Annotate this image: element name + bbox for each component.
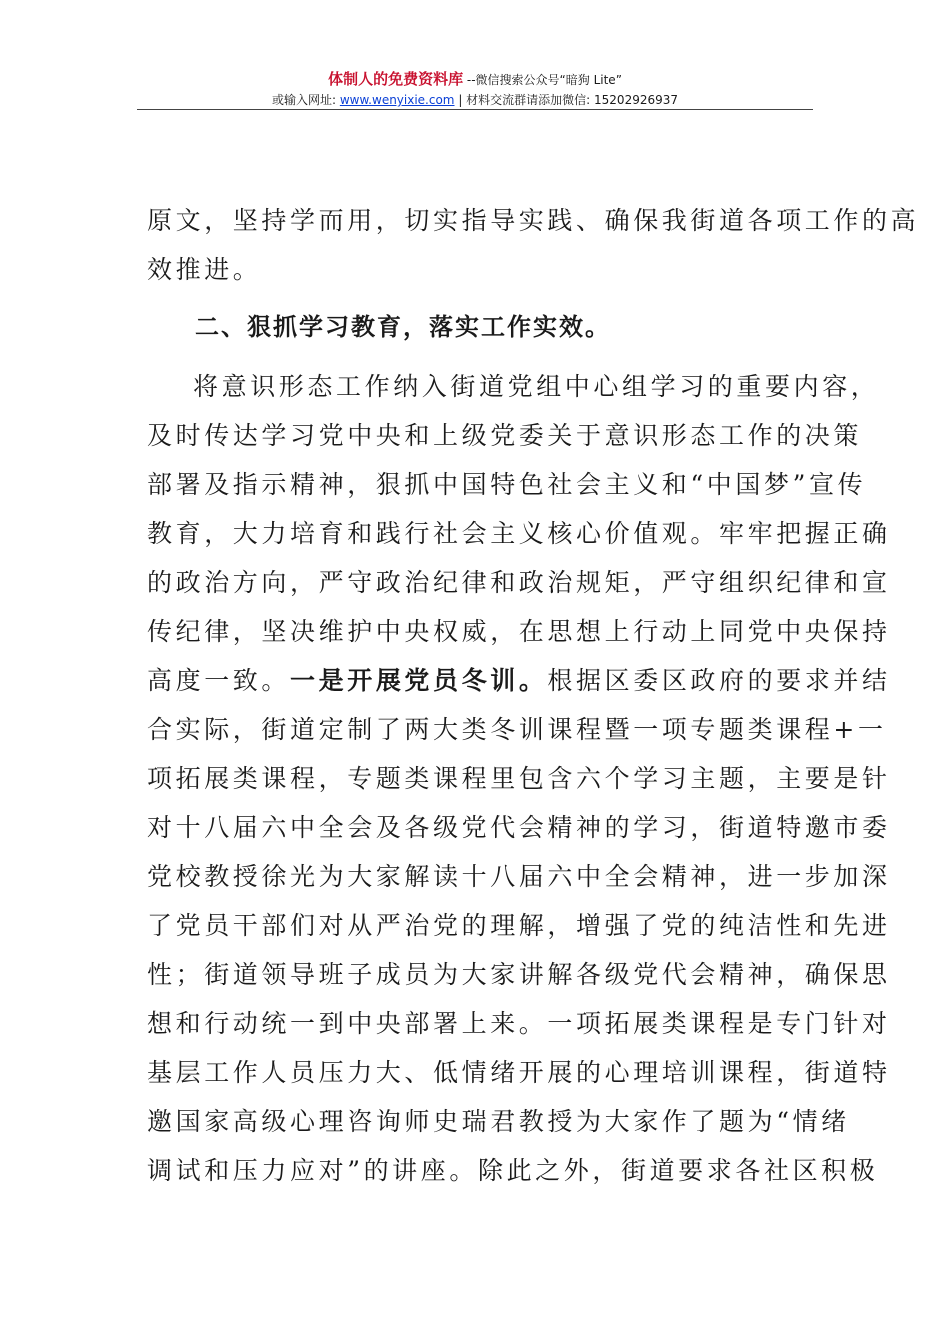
text-line xyxy=(147,656,891,705)
text-line: 部署及指示精神，狠抓中国特色社会主义和“中国梦”宣传 xyxy=(147,470,867,499)
header-url-prefix: 或输入网址: xyxy=(271,93,340,107)
text-line: 了党员干部们对从严治党的理解，增强了党的纯洁性和先进 xyxy=(147,911,891,940)
header-contact-line xyxy=(137,91,813,109)
section-heading: 二、狠抓学习教育，落实工作实效。 xyxy=(195,313,611,341)
text-line: 性；街道领导班子成员为大家讲解各级党代会精神，确保思 xyxy=(147,960,891,989)
text-line: 传纪律，坚决维护中央权威，在思想上行动上同党中央保持 xyxy=(147,617,891,646)
text-line: 党校教授徐光为大家解读十八届六中全会精神，进一步加深 xyxy=(147,862,891,891)
paragraph-body xyxy=(147,362,891,1195)
header-divider xyxy=(137,109,813,110)
text-line: 调试和压力应对”的讲座。除此之外，街道要求各社区积极 xyxy=(147,1156,879,1185)
text-line: 效推进。 xyxy=(147,255,262,284)
page-header xyxy=(137,68,813,109)
text-segment: 高度一致。 xyxy=(147,666,291,695)
paragraph-continuation xyxy=(147,196,920,294)
header-wechat-hint: --微信搜索公众号“暗狗 Lite” xyxy=(463,73,622,87)
text-segment: 根据区委区政府的要求并结 xyxy=(547,666,891,695)
text-line: 基层工作人员压力大、低情绪开展的心理培训课程，街道特 xyxy=(147,1058,891,1087)
header-website-link[interactable]: www.wenyixie.com xyxy=(339,93,455,107)
text-line: 及时传达学习党中央和上级党委关于意识形态工作的决策 xyxy=(147,421,863,450)
text-line: 想和行动统一到中央部署上来。一项拓展类课程是专门针对 xyxy=(147,1009,891,1038)
text-line: 的政治方向，严守政治纪律和政治规矩，严守组织纪律和宣 xyxy=(147,568,891,597)
header-wechat-contact: | 材料交流群请添加微信: 15202926937 xyxy=(454,93,679,107)
text-line: 将意识形态工作纳入街道党组中心组学习的重要内容， xyxy=(193,372,880,401)
text-line: 原文，坚持学而用，切实指导实践、确保我街道各项工作的高 xyxy=(147,206,920,235)
header-title-line xyxy=(137,68,813,91)
text-line: 项拓展类课程，专题类课程里包含六个学习主题，主要是针 xyxy=(147,764,891,793)
emphasis-text: 一是开展党员冬训。 xyxy=(290,666,548,695)
header-brand: 体制人的免费资料库 xyxy=(328,70,464,88)
text-line: 合实际，街道定制了两大类冬训课程暨一项专题类课程+一 xyxy=(147,715,887,744)
text-line: 教育，大力培育和践行社会主义核心价值观。牢牢把握正确 xyxy=(147,519,891,548)
text-line: 对十八届六中全会及各级党代会精神的学习，街道特邀市委 xyxy=(147,813,891,842)
text-line: 邀国家高级心理咨询师史瑞君教授为大家作了题为“情绪 xyxy=(147,1107,850,1136)
